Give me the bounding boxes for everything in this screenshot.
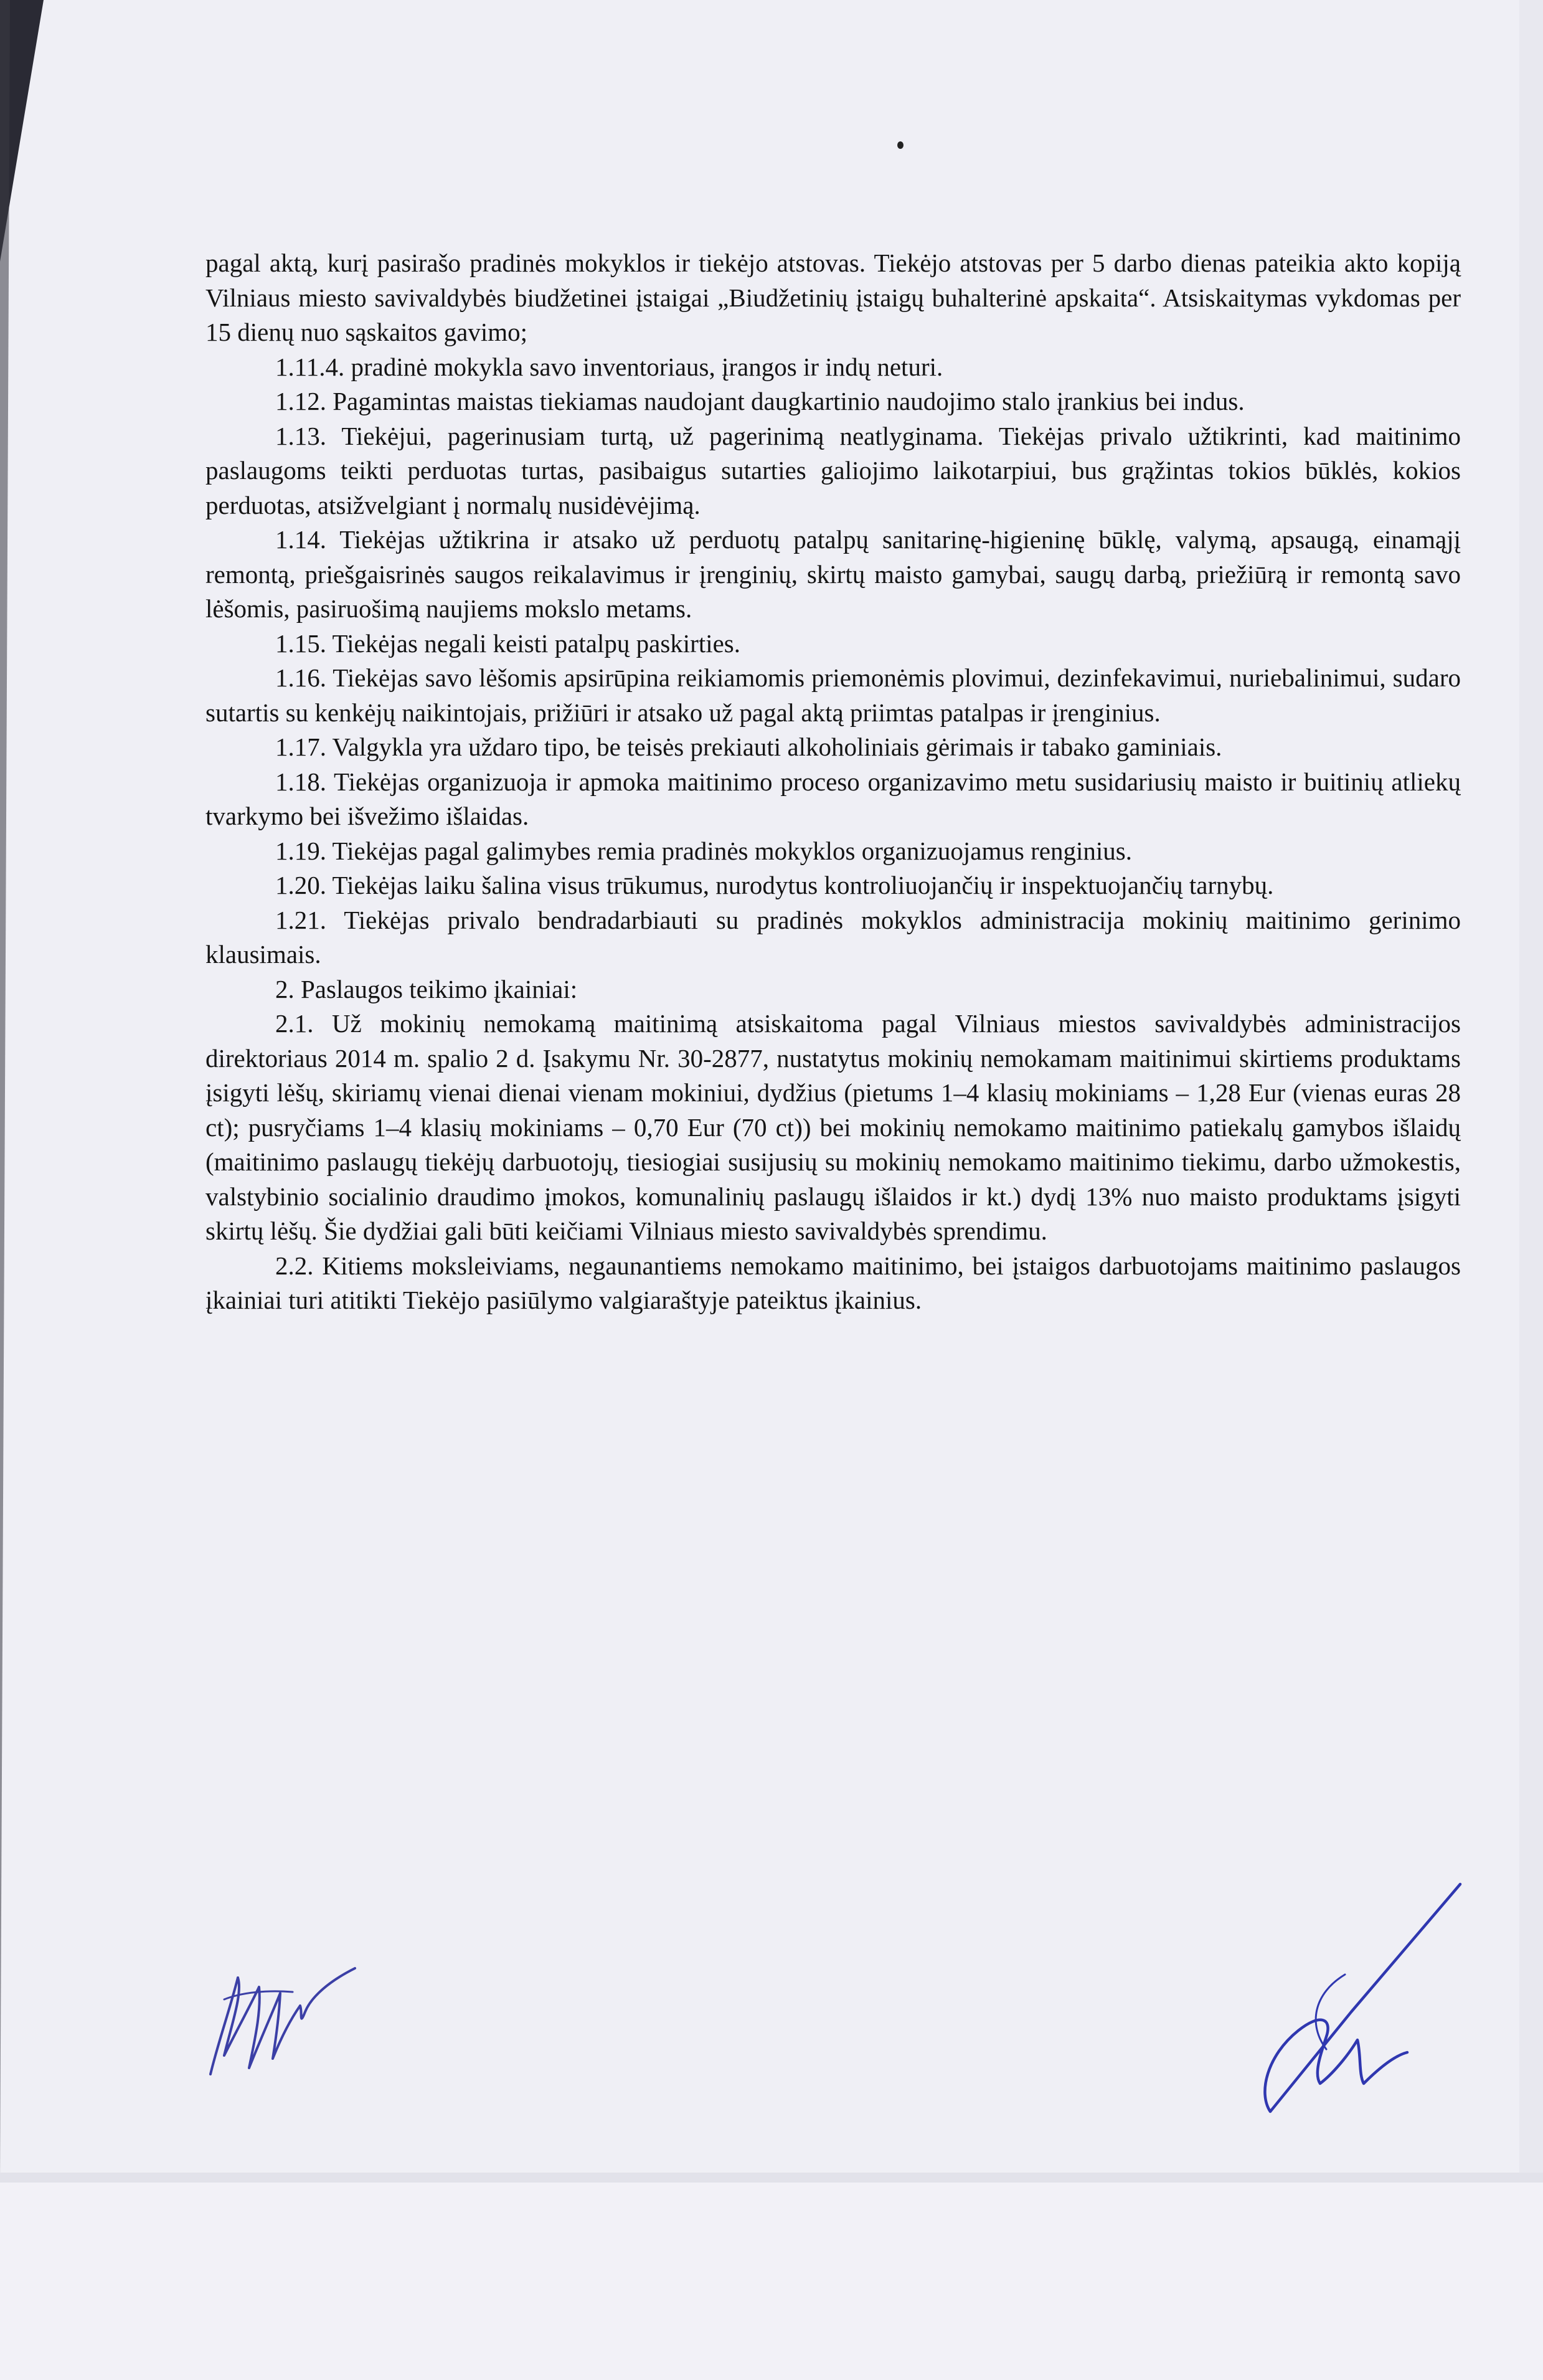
paragraph-1-21: 1.21. Tiekėjas privalo bendradarbiauti su pradinės mokyklos administracija mokinių maitinimo gerinimo klausimais.: [205, 905, 1461, 969]
paragraph-1-15: 1.15. Tiekėjas negali keisti patalpų paskirties.: [275, 628, 741, 658]
document-body: [205, 246, 1461, 1318]
signature-right-icon: [1239, 1869, 1470, 2124]
signature-left-icon: [199, 1918, 374, 2105]
paragraph-1-20: 1.20. Tiekėjas laiku šalina visus trūkumus, nurodytus kontroliuojančių ir inspektuojančių tarnybų.: [275, 871, 1274, 899]
paragraph-1-11-4: 1.11.4. pradinė mokykla savo inventoriaus, įrangos ir indų neturi.: [275, 352, 943, 381]
paragraph-1-13: 1.13. Tiekėjui, pagerinusiam turtą, už pagerinimą neatlyginama. Tiekėjas privalo užtikrinti, kad maitinimo paslaugoms teikti perduotas turtas, pasibaigus sutarties galiojimo laikotarpiui, bus grąžintas tokios būklės, kokios perduotas, atsižvelgiant į normalų nusidėvėjimą.: [205, 421, 1461, 519]
paragraph-1-14: 1.14. Tiekėjas užtikrina ir atsako už perduotų patalpų sanitarinę-higieninę būklę, valymą, apsaugą, einamąjį remontą, priešgaisrinės saugos reikalavimus ir įrenginių, skirtų maisto gamybai, saugų darbą, priežiūrą ir remontą savo lėšomis, pasiruošimą naujiems mokslo metams.: [205, 525, 1461, 623]
paragraph-1-12: 1.12. Pagamintas maistas tiekiamas naudojant daugkartinio naudojimo stalo įrankius bei indus.: [275, 387, 1245, 415]
paragraph-1-17: 1.17. Valgykla yra uždaro tipo, be teisės prekiauti alkoholiniais gėrimais ir tabako gaminiais.: [275, 732, 1222, 761]
speck-mark: [897, 141, 904, 149]
section-heading-2: 2. Paslaugos teikimo įkainiai:: [275, 974, 578, 1003]
paragraph-2-1: 2.1. Už mokinių nemokamą maitinimą atsiskaitoma pagal Vilniaus miestos savivaldybės administracijos direktoriaus 2014 m. spalio 2 d. Įsakymu Nr. 30-2877, nustatytus mokinių nemokamam maitinimui skirtiems produktams įsigyti lėšų, skiriamų vienai dienai vienam mokiniui, dydžius (pietums 1–4 klasių mokiniams – 1,28 Eur (vienas euras 28 ct); pusryčiams 1–4 klasių mokiniams – 0,70 Eur (70 ct)) bei mokinių nemokamo maitinimo patiekalų gamybos išlaidų (maitinimo paslaugų tiekėjų darbuotojų, tiesiogiai susijusių su mokinių nemokamo maitinimo tiekimu, darbo užmokestis, valstybinio socialinio draudimo įmokos, komunalinių paslaugų išlaidos ir kt.) dydį 13% nuo maisto produktams įsigyti skirtų lėšų. Šie dydžiai gali būti keičiami Vilniaus miesto savivaldybės sprendimu.: [205, 1009, 1461, 1245]
paragraph-continuation: pagal aktą, kurį pasirašo pradinės mokyklos ir tiekėjo atstovas. Tiekėjo atstovas per 5 darbo dienas pateikia akto kopiją Vilniaus miesto savivaldybės biudžetinei įstaigai „Biudžetinių įstaigų buhalterinė apskaita“. Atsiskaitymas vykdomas per 15 dienų nuo sąskaitos gavimo;: [205, 249, 1461, 346]
paragraph-2-2: 2.2. Kitiems moksleiviams, negaunantiems nemokamo maitinimo, bei įstaigos darbuotojams maitinimo paslaugos įkainiai turi atitikti Tiekėjo pasiūlymo valgiaraštyje pateiktus įkainius.: [205, 1251, 1461, 1314]
paragraph-1-16: 1.16. Tiekėjas savo lėšomis apsirūpina reikiamomis priemonėmis plovimui, dezinfekavimui, nuriebalinimui, sudaro sutartis su kenkėjų naikintojais, prižiūri ir atsako už pagal aktą priimtas patalpas ir įrenginius.: [205, 663, 1461, 727]
paragraph-1-18: 1.18. Tiekėjas organizuoja ir apmoka maitinimo proceso organizavimo metu susidariusių maisto ir buitinių atliekų tvarkymo bei išvežimo išlaidas.: [205, 767, 1461, 830]
paragraph-1-19: 1.19. Tiekėjas pagal galimybes remia pradinės mokyklos organizuojamus renginius.: [275, 836, 1132, 865]
